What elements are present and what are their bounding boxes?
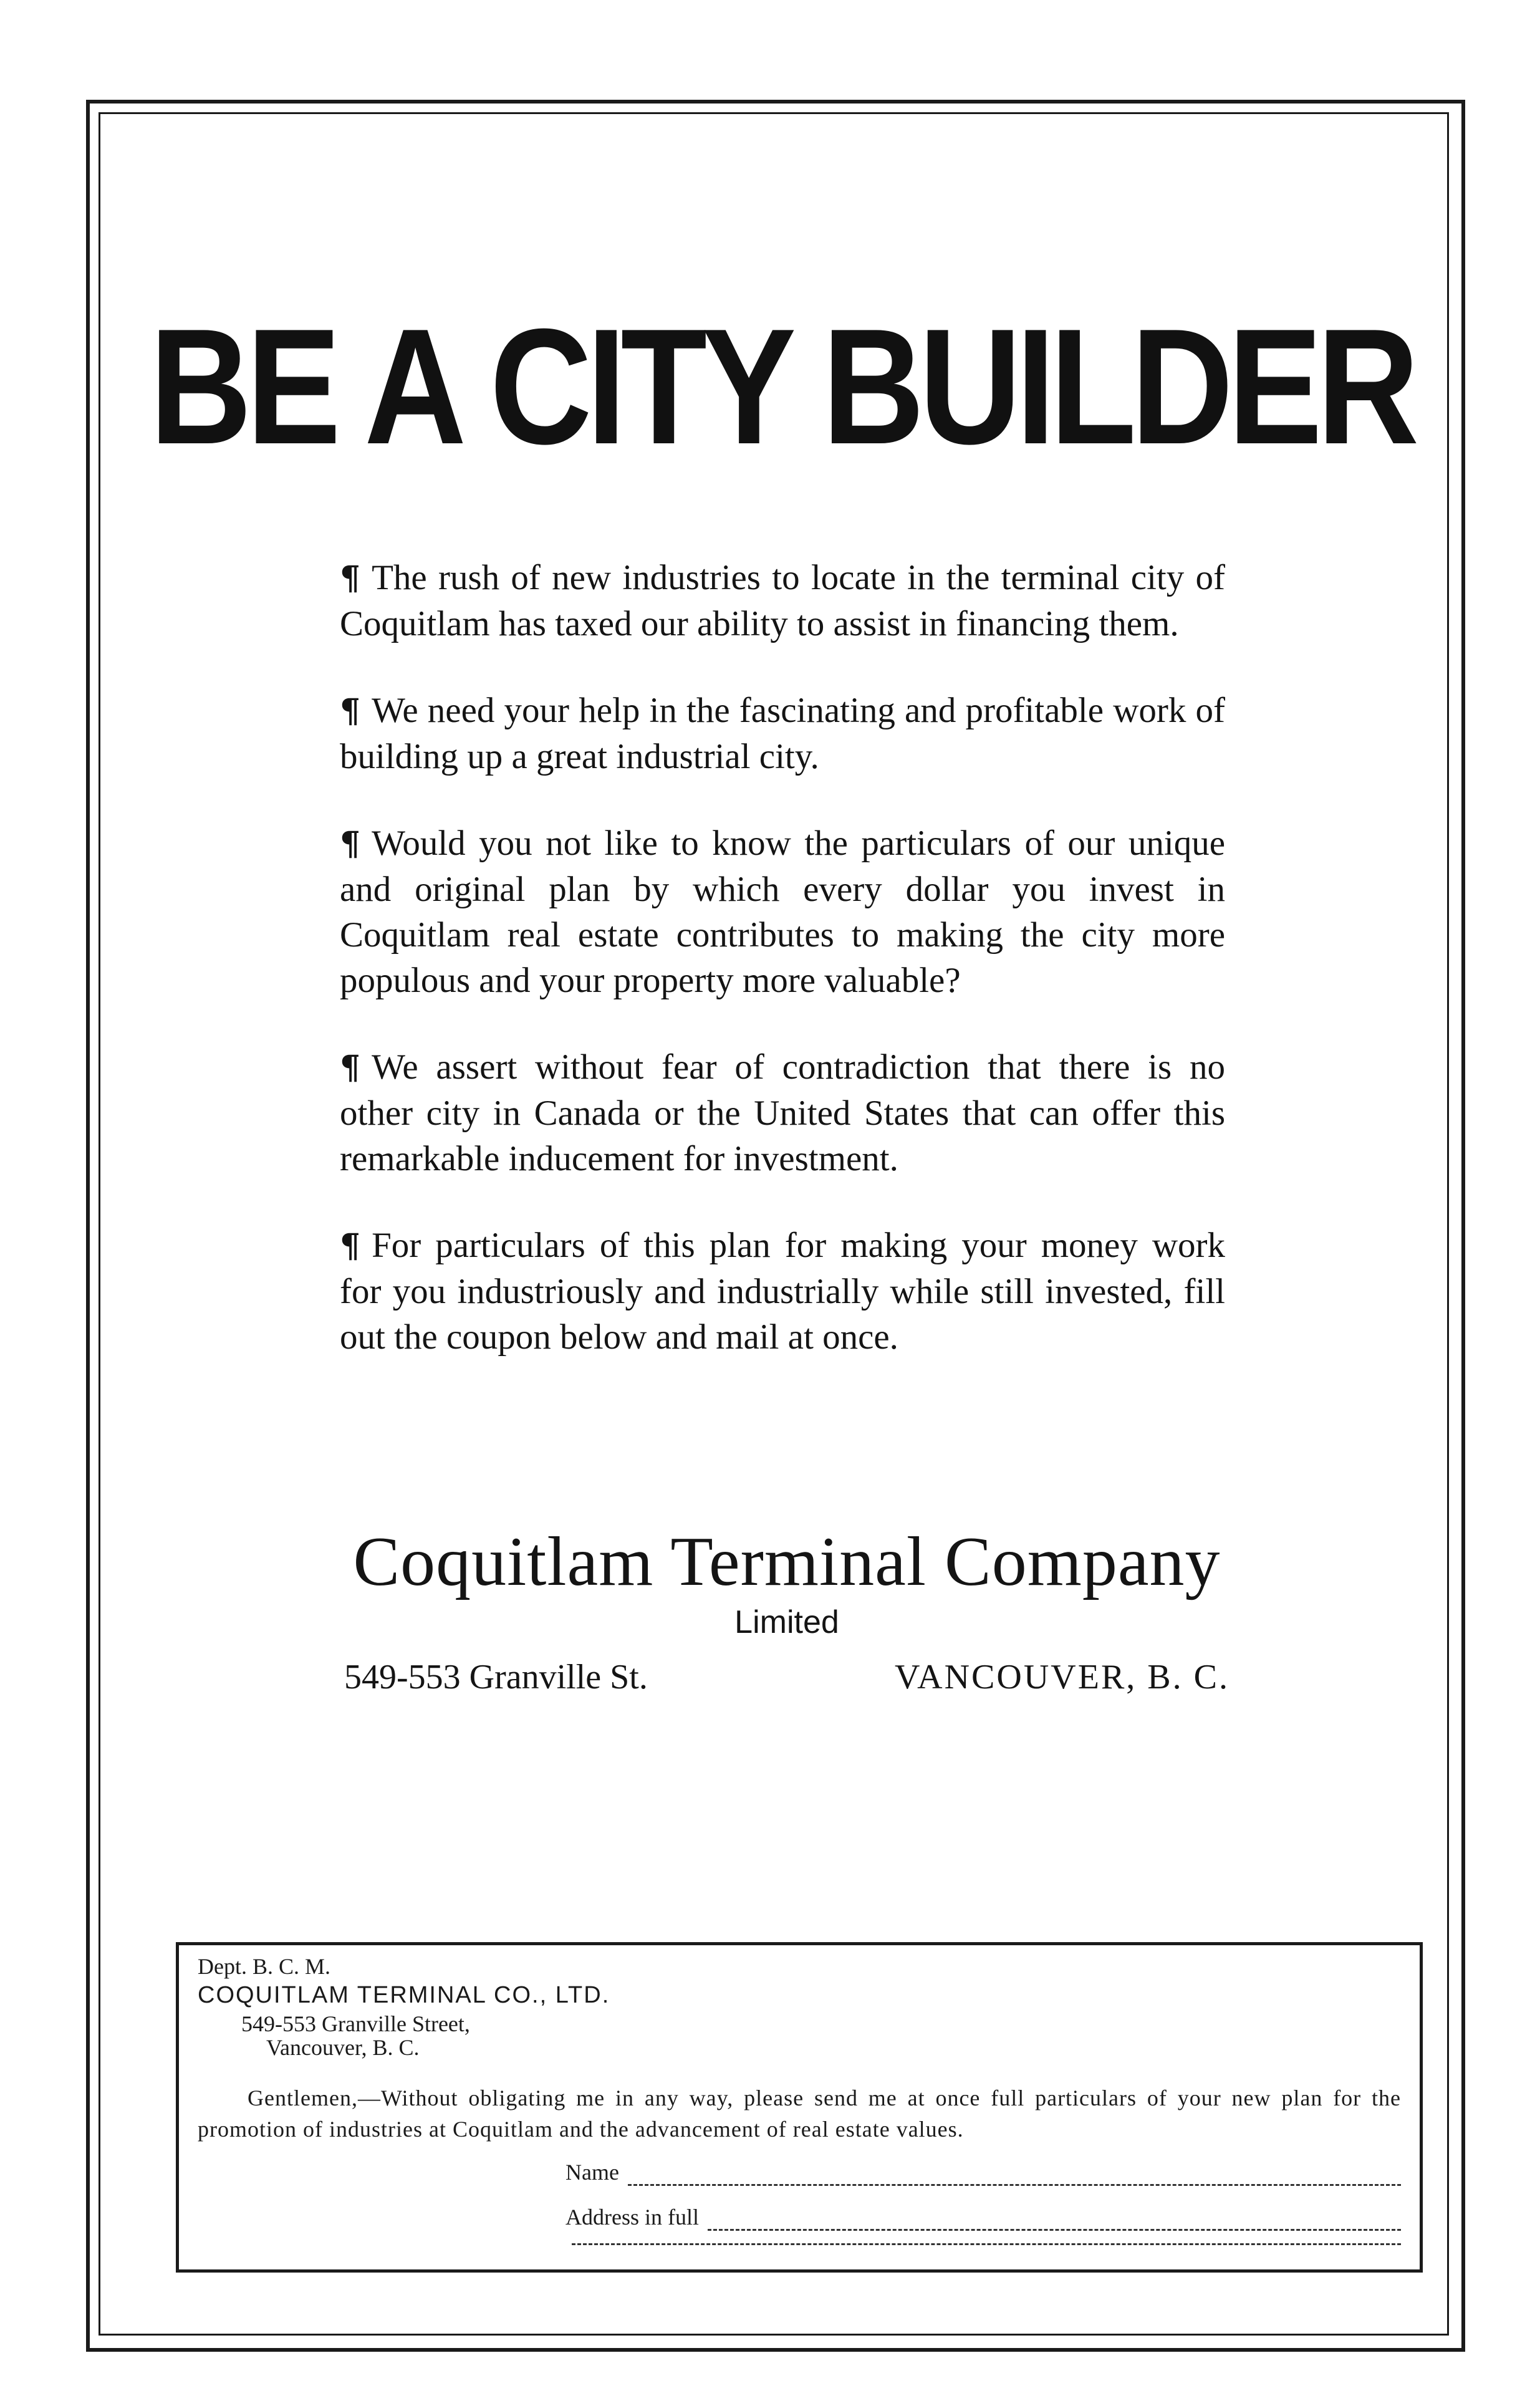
paragraph-mark-icon: ¶ bbox=[340, 1227, 361, 1265]
paragraph bbox=[340, 688, 1225, 779]
coupon-dept: Dept. B. C. M. bbox=[198, 1954, 331, 1979]
paragraph-text: We assert without fear of contradiction that there is no other city in Canada or the United States that can offer this remarkable inducement for investment. bbox=[340, 1047, 1225, 1178]
paragraph-text: Would you not like to know the particulars of our unique and original plan by which every dollar you invest in Coquitlam real estate contributes to making the city more populous and your property more valuable? bbox=[340, 824, 1225, 1000]
company-name: Coquitlam Terminal Company bbox=[353, 1523, 1221, 1600]
name-label: Name bbox=[565, 2160, 619, 2185]
company-street: 549-553 Granville St. bbox=[344, 1658, 648, 1696]
coupon-town: Vancouver, B. C. bbox=[266, 2035, 420, 2060]
paragraph bbox=[340, 1044, 1225, 1181]
body-text bbox=[340, 555, 1225, 1401]
paragraph-text: The rush of new industries to locate in the terminal city of Coquitlam has taxed our ability to assist in financing them. bbox=[340, 558, 1225, 643]
coupon-street: 549-553 Granville Street, bbox=[241, 2011, 470, 2036]
company-city: VANCOUVER, B. C. bbox=[894, 1658, 1230, 1696]
coupon-form bbox=[176, 1942, 1423, 2273]
paragraph bbox=[340, 1223, 1225, 1360]
headline: BE A CITY BUILDER bbox=[150, 294, 1414, 478]
paragraph bbox=[340, 820, 1225, 1003]
paragraph-mark-icon: ¶ bbox=[340, 559, 361, 597]
name-field[interactable] bbox=[565, 2158, 1401, 2186]
name-input-line[interactable] bbox=[628, 2165, 1401, 2186]
address-input-line[interactable] bbox=[708, 2210, 1401, 2231]
address-extra-line[interactable] bbox=[572, 2243, 1401, 2245]
address-label: Address in full bbox=[565, 2205, 699, 2230]
coupon-message: Gentlemen,—Without obligating me in any way, please send me at once full particulars of your new plan for the promotion of industries at Coquitlam and the advancement of real estate values. bbox=[198, 2086, 1401, 2142]
paragraph bbox=[340, 555, 1225, 647]
paragraph-mark-icon: ¶ bbox=[340, 1049, 361, 1087]
coupon-company: COQUITLAM TERMINAL CO., LTD. bbox=[198, 1982, 610, 2008]
company-suffix: Limited bbox=[734, 1604, 839, 1640]
paragraph-text: For particulars of this plan for making your money work for you industriously and industrially while still invested, fill out the coupon below and mail at once. bbox=[340, 1226, 1225, 1357]
paragraph-text: We need your help in the fascinating and profitable work of building up a great industrial city. bbox=[340, 691, 1225, 776]
address-field[interactable] bbox=[565, 2203, 1401, 2231]
paragraph-mark-icon: ¶ bbox=[340, 692, 361, 730]
paragraph-mark-icon: ¶ bbox=[340, 825, 361, 863]
